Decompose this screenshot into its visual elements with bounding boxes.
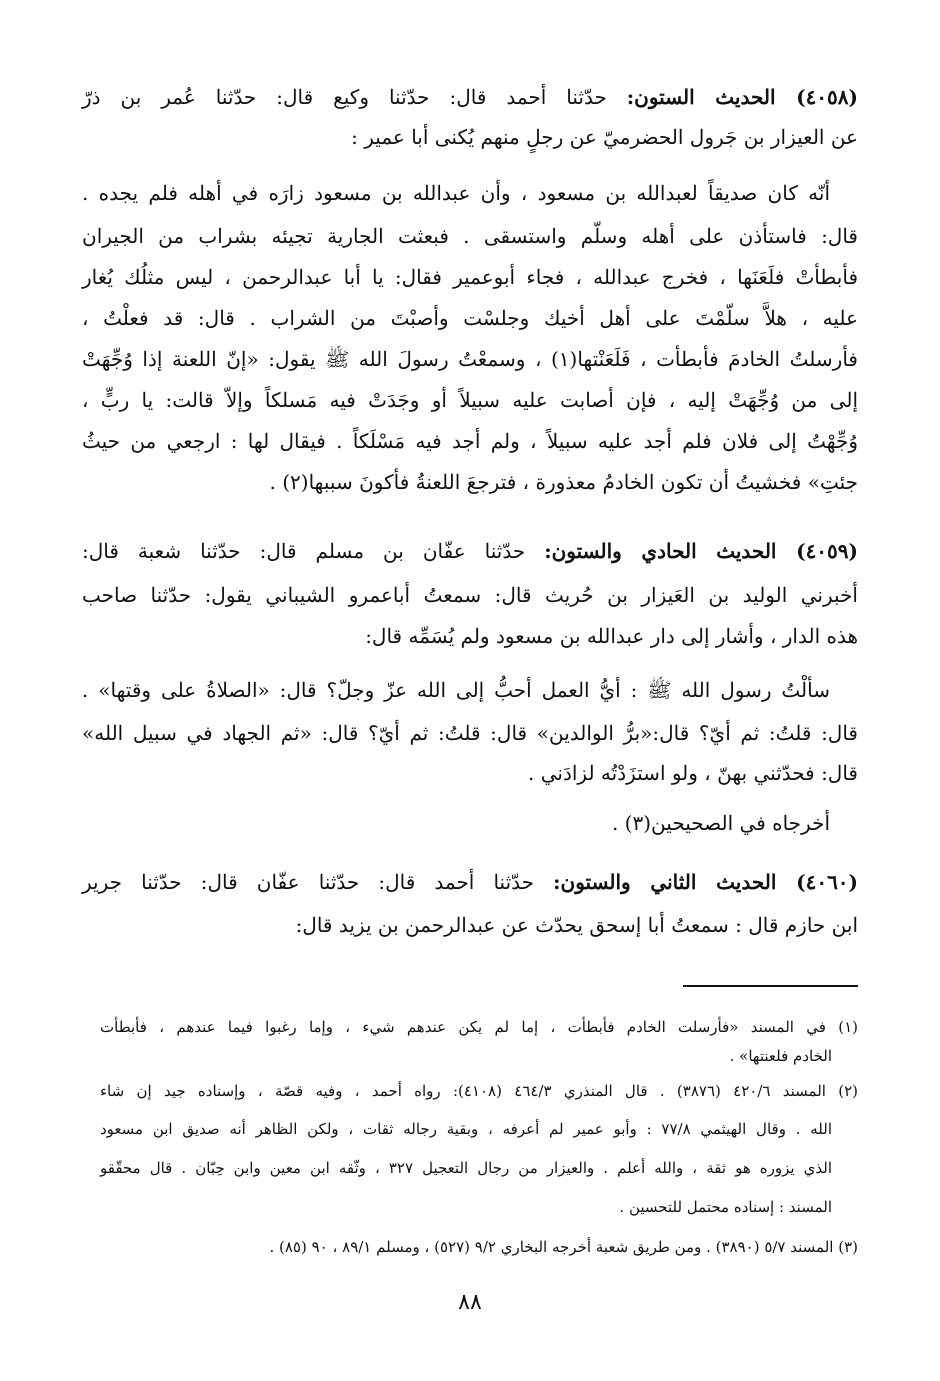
hadith-4058-heading-line: [82, 82, 858, 112]
footnote-2: (٢) المسند ٤٢٠/٦ (٣٨٧٦) . قال المنذري ٤٦٤/٣ (٤١٠٨): رواه أحمد ، وفيه قصّة ، وإسناده جيد إن شاء: [100, 1082, 859, 1100]
footnote-1: (١) في المسند «فأرسلت الخادم فأبطأت ، إما لم يكن عندهم شيء ، وإما رغبوا فيما عندهم ، فأبطأت: [100, 1018, 858, 1036]
hadith-4058-isnad: حدّثنا أحمد قال: حدّثنا وكيع قال: حدّثنا عُمر بن ذرّ: [82, 85, 627, 109]
footnote-3: (٣) المسند ٥/٧ (٣٨٩٠) . ومن طريق شعبة أخرجه البخاري ٩/٢ (٥٢٧) ، ومسلم ٨٩/١ ، ٩٠ (٨٥) .: [269, 1238, 858, 1256]
text-line: أخبرني الوليد بن العَيزار بن حُريث قال: سمعتُ أباعمرو الشيباني يقول: حدّثنا صاحب: [82, 583, 858, 607]
text-line: قال: فاستأذن على أهله وسلّم واستسقى . فبعثت الجارية تجيئه بشراب من الجيران: [82, 224, 858, 248]
hadith-4060-heading-line: [82, 867, 858, 897]
page-number: ٨٨: [458, 1290, 482, 1315]
footnote-2-cont: المسند : إسناده محتمل للتحسين .: [619, 1198, 832, 1216]
text-line: ابن حازم قال : سمعتُ أبا إسحق يحدّث عن عبدالرحمن بن يزيد قال:: [295, 913, 858, 937]
hadith-4059-isnad: حدّثنا عفّان بن مسلم قال: حدّثنا شعبة قال:: [82, 539, 545, 563]
hadith-4060-number: (٤٠٦٠) الحديث الثاني والستون:: [553, 870, 859, 894]
text-line: أخرجاه في الصحيحين(٣) .: [611, 811, 830, 835]
text-line: عليه ، هلاَّ سلّمْتَ على أهل أخيك وجلسْت وأصبْتَ من الشراب . قال: قد فعلْتُ ،: [82, 306, 858, 330]
text-line: قال: قلتُ: ثم أيّ؟ قال:«برُّ الوالدين» قال: قلتُ: ثم أيّ؟ قال: «ثم الجهاد في سبيل الله»: [82, 721, 858, 745]
text-line: هذه الدار ، وأشار إلى دار عبدالله بن مسعود ولم يُسَمِّه قال:: [365, 624, 858, 648]
text-line: فأبطأتْ فلَعَنَها ، فخرج عبدالله ، فجاء أبوعمير فقال: يا أبا عبدالرحمن ، ليس مثلُك يُغار: [82, 265, 859, 289]
hadith-4060-isnad: حدّثنا أحمد قال: حدّثنا عفّان قال: حدّثنا جرير: [82, 870, 554, 894]
hadith-4059-heading-line: [82, 536, 858, 566]
text-line: قال: فحدّثني بهنّ ، ولو استزَدْتُه لزادَني .: [528, 761, 858, 785]
footnote-divider: [683, 985, 858, 987]
text-line: فأرسلتُ الخادمَ فأبطأت ، فَلَعَنْتها(١) ، وسمعْتُ رسولَ الله ﷺ يقول: «إنّ اللعنة إذا وُجِّهَتْ: [82, 347, 858, 371]
hadith-4059-number: (٤٠٥٩) الحديث الحادي والستون:: [544, 539, 858, 563]
text-line: أنّه كان صديقاً لعبدالله بن مسعود ، وأن عبدالله بن مسعود زارَه في أهله فلم يجده .: [82, 181, 830, 205]
footnote-2-cont: الله . وقال الهيثمي ٧٧/٨ : وأبو عمير لم أعرفه ، وبقية رجاله ثقات ، ولكن الظاهر أنه صديق ابن مسعود: [100, 1120, 832, 1138]
footnote-1-cont: الخادم فلعنتها» .: [729, 1047, 832, 1065]
hadith-4058-number: (٤٠٥٨) الحديث الستون:: [626, 85, 858, 109]
footnote-2-cont: الذي يزوره هو ثقة ، والله أعلم . والعيزار من رجال التعجيل ٣٢٧ ، وثّقه ابن معين وابن حِبّان . قال محقّقو: [100, 1159, 833, 1177]
text-line: وُجِّهْتُ إلى فلان فلم أجد عليه سبيلاً ، ولم أجد فيه مَسْلَكاً . فيقال لها : ارجعي من حيثُ: [82, 429, 858, 453]
text-line: جئتِ» فخشيتُ أن تكون الخادمُ معذورة ، فترجعَ اللعنةُ فأكونَ سببها(٢) .: [269, 470, 858, 494]
text-line: إلى من وُجِّهَتْ إليه ، فإن أصابت عليه سبيلاً أو وجَدَتْ فيه مَسلكاً وإلاّ قالت: يا ربٍّ ،: [82, 388, 858, 412]
text-line: عن العيزار بن جَرول الحضرميّ عن رجلٍ منهم يُكنى أبا عمير :: [351, 125, 858, 149]
text-line: سألْتُ رسول الله ﷺ : أيُّ العمل أحبُّ إلى الله عزّ وجلّ؟ قال: «الصلاةُ على وقتها» .: [82, 678, 830, 702]
